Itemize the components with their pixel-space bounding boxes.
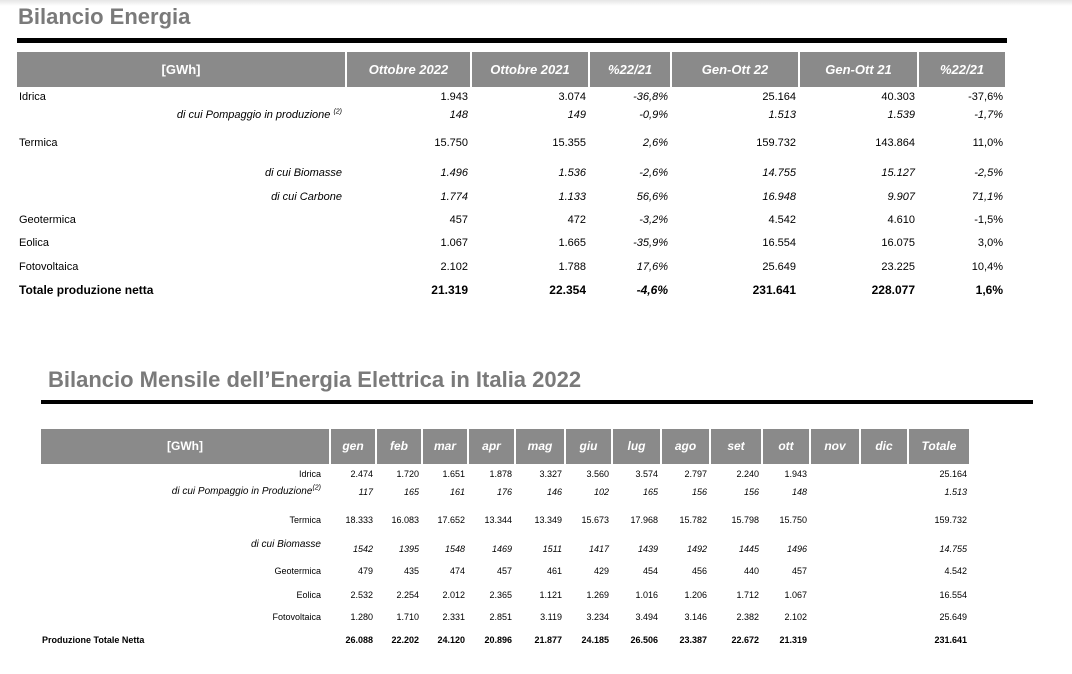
- row-4-col-7: 454: [642, 566, 658, 576]
- row-1-col-1: 148: [449, 109, 468, 121]
- row-5-col-9: 1.712: [736, 590, 759, 600]
- row-label-text: di cui Pompaggio in Produzione: [171, 486, 313, 497]
- row-5-col-2: 472: [567, 214, 586, 226]
- footnote-mark: (2): [312, 484, 321, 492]
- row-6-col-1: 1.280: [350, 612, 373, 622]
- row-0-col-2: 1.720: [396, 469, 419, 479]
- row-2-col-12: [861, 514, 909, 526]
- header-col-7: lug: [613, 429, 662, 464]
- row-2-col-3: 2,6%: [642, 137, 668, 149]
- row-6-col-10: 2.102: [784, 612, 807, 622]
- row-label-4: [17, 190, 342, 204]
- row-8-col-6: 1,6%: [975, 283, 1003, 297]
- row-7-col-3: 17,6%: [636, 261, 668, 273]
- row-0-col-6: 3.560: [586, 469, 609, 479]
- row-6-col-4: 2.851: [489, 612, 512, 622]
- row-7-col-10: 21.319: [779, 635, 807, 645]
- header-col-8: ago: [662, 429, 711, 464]
- header-col-12: dic: [861, 429, 909, 464]
- row-1-col-4: 1.513: [768, 109, 796, 121]
- row-7-col-7: 26.506: [630, 635, 658, 645]
- row-7-col-3: 24.120: [437, 635, 465, 645]
- header-col-10: ott: [763, 429, 811, 464]
- section1-rule: [17, 38, 1007, 43]
- row-5-col-12: [861, 589, 909, 601]
- row-3-col-5: 15.127: [881, 167, 915, 179]
- row-4-col-4: 16.948: [762, 191, 796, 203]
- row-label-3: [17, 166, 342, 180]
- row-5-col-5: 1.121: [539, 590, 562, 600]
- row-3-col-4: 14.755: [762, 167, 796, 179]
- row-0-col-4: 1.878: [489, 469, 512, 479]
- row-label-5: [41, 589, 321, 601]
- row-0-col-1: 1.943: [440, 91, 468, 103]
- row-2-col-6: 15.673: [581, 515, 609, 525]
- header-col-1: Ottobre 2022: [347, 52, 472, 87]
- row-1-col-7: 165: [642, 487, 658, 497]
- row-4-col-1: 479: [357, 566, 373, 576]
- row-3-col-7: 1439: [637, 544, 658, 554]
- row-0-col-7: 3.574: [635, 469, 658, 479]
- header-col-3: mar: [423, 429, 469, 464]
- row-3-col-8: 1492: [686, 544, 707, 554]
- row-label-text: Produzione Totale Netta: [42, 635, 145, 645]
- row-8-col-2: 22.354: [549, 283, 586, 297]
- row-1-col-3: -0,9%: [639, 109, 668, 121]
- row-label-7: [42, 634, 144, 646]
- row-5-col-6: -1,5%: [974, 214, 1003, 226]
- row-7-col-12: [861, 634, 909, 646]
- row-0-col-11: [811, 468, 861, 480]
- row-2-col-13: 159.732: [934, 515, 967, 525]
- row-0-col-3: 1.651: [442, 469, 465, 479]
- row-5-col-5: 4.610: [887, 214, 915, 226]
- row-label-0: [19, 90, 46, 104]
- row-2-col-11: [811, 514, 861, 526]
- row-0-col-5: 40.303: [881, 91, 915, 103]
- row-5-col-4: 4.542: [768, 214, 796, 226]
- header-col-5: Gen-Ott 21: [800, 52, 919, 87]
- row-1-col-10: 148: [791, 487, 807, 497]
- row-4-col-12: [861, 565, 909, 577]
- row-4-col-1: 1.774: [440, 191, 468, 203]
- row-2-col-1: 18.333: [345, 515, 373, 525]
- row-3-col-10: 1496: [786, 544, 807, 554]
- row-label-6: [41, 611, 321, 623]
- row-label-text: Fotovoltaica: [19, 261, 79, 273]
- row-7-col-11: [811, 634, 861, 646]
- row-3-col-13: 14.755: [939, 544, 967, 554]
- row-4-col-8: 456: [691, 566, 707, 576]
- row-6-col-9: 2.382: [736, 612, 759, 622]
- row-2-col-2: 15.355: [552, 137, 586, 149]
- row-label-text: di cui Biomasse: [264, 167, 342, 179]
- row-4-col-3: 56,6%: [636, 191, 668, 203]
- row-label-2: [19, 136, 58, 150]
- row-7-col-5: 23.225: [881, 261, 915, 273]
- row-5-col-6: 1.269: [586, 590, 609, 600]
- row-8-col-3: -4,6%: [636, 283, 668, 297]
- row-3-col-6: -2,5%: [974, 167, 1003, 179]
- row-3-col-2: 1395: [398, 544, 419, 554]
- header-col-13: Totale: [909, 429, 971, 464]
- row-1-col-9: 156: [743, 487, 759, 497]
- row-7-col-8: 23.387: [679, 635, 707, 645]
- header-col-1: gen: [331, 429, 377, 464]
- row-3-col-11: [811, 543, 861, 555]
- row-3-col-2: 1.536: [558, 167, 586, 179]
- header-col-0: [GWh]: [17, 52, 347, 87]
- row-0-col-3: -36,8%: [633, 91, 668, 103]
- row-0-col-12: [861, 468, 909, 480]
- header-col-4: Gen-Ott 22: [672, 52, 800, 87]
- row-label-7: [19, 260, 78, 274]
- row-3-col-4: 1469: [491, 544, 512, 554]
- header-col-5: mag: [516, 429, 566, 464]
- row-4-col-2: 1.133: [558, 191, 586, 203]
- row-3-col-5: 1511: [542, 544, 562, 554]
- row-1-col-11: [811, 486, 861, 498]
- row-1-col-5: 146: [546, 487, 562, 497]
- row-2-col-5: 143.864: [875, 137, 915, 149]
- header-col-11: nov: [811, 429, 861, 464]
- row-label-3: [41, 539, 321, 551]
- section2-rule: [41, 400, 1033, 404]
- row-1-col-5: 1.539: [887, 109, 915, 121]
- row-6-col-6: 3,0%: [977, 237, 1003, 249]
- section2-title: Bilancio Mensile dell’Energia Elettrica in Italia 2022: [48, 367, 582, 392]
- row-5-col-1: 2.532: [350, 590, 373, 600]
- row-1-col-13: 1.513: [944, 487, 967, 497]
- row-5-col-11: [811, 589, 861, 601]
- row-7-col-2: 22.202: [391, 635, 419, 645]
- row-label-text: Idrica: [19, 91, 46, 103]
- row-2-col-9: 15.798: [731, 515, 759, 525]
- row-2-col-5: 13.349: [534, 515, 562, 525]
- row-0-col-6: -37,6%: [968, 91, 1003, 103]
- row-2-col-7: 17.968: [630, 515, 658, 525]
- row-5-col-1: 457: [449, 214, 468, 226]
- row-label-8: [19, 283, 153, 297]
- row-label-text: Termica: [289, 515, 321, 525]
- row-2-col-8: 15.782: [679, 515, 707, 525]
- row-0-col-4: 25.164: [762, 91, 796, 103]
- header-col-3: %22/21: [590, 52, 672, 87]
- row-7-col-9: 22.672: [731, 635, 759, 645]
- row-4-col-3: 474: [449, 566, 465, 576]
- row-7-col-4: 20.896: [484, 635, 512, 645]
- row-6-col-2: 1.710: [396, 612, 419, 622]
- row-6-col-5: 16.075: [881, 237, 915, 249]
- row-label-text: di cui Pompaggio in produzione: [176, 109, 331, 121]
- row-4-col-4: 457: [496, 566, 512, 576]
- row-3-col-9: 1445: [738, 544, 759, 554]
- row-4-col-11: [811, 565, 861, 577]
- row-5-col-3: -3,2%: [639, 214, 668, 226]
- row-8-col-4: 231.641: [752, 283, 796, 297]
- header-col-6: giu: [566, 429, 613, 464]
- row-label-2: [41, 514, 321, 526]
- header-col-9: set: [711, 429, 763, 464]
- row-4-col-9: 440: [743, 566, 759, 576]
- row-1-col-1: 117: [358, 487, 373, 497]
- row-label-6: [19, 236, 49, 250]
- header-col-0: [GWh]: [41, 429, 331, 464]
- row-2-col-4: 13.344: [484, 515, 512, 525]
- row-6-col-7: 3.494: [635, 612, 658, 622]
- row-label-text: Totale produzione netta: [19, 283, 154, 297]
- row-6-col-12: [861, 611, 909, 623]
- row-5-col-3: 2.012: [442, 590, 465, 600]
- row-1-col-6: -1,7%: [974, 109, 1003, 121]
- row-1-col-2: 149: [567, 109, 586, 121]
- row-7-col-4: 25.649: [762, 261, 796, 273]
- row-5-col-10: 1.067: [784, 590, 807, 600]
- row-2-col-6: 11,0%: [972, 137, 1003, 149]
- row-label-5: [19, 213, 76, 227]
- row-1-col-8: 156: [691, 487, 707, 497]
- row-1-col-3: 161: [449, 487, 465, 497]
- row-label-text: di cui Carbone: [271, 191, 342, 203]
- row-label-text: Eolica: [19, 237, 49, 249]
- header-col-2: feb: [377, 429, 423, 464]
- row-4-col-5: 9.907: [887, 191, 915, 203]
- row-3-col-6: 1417: [588, 544, 609, 554]
- row-2-col-2: 16.083: [391, 515, 419, 525]
- row-2-col-3: 17.652: [437, 515, 465, 525]
- footnote-mark: (2): [333, 108, 342, 116]
- row-5-col-4: 2.365: [489, 590, 512, 600]
- row-5-col-8: 1.206: [684, 590, 707, 600]
- row-label-text: Geotermica: [274, 566, 321, 576]
- row-6-col-4: 16.554: [762, 237, 796, 249]
- row-0-col-5: 3.327: [539, 469, 562, 479]
- row-6-col-6: 3.234: [586, 612, 609, 622]
- row-label-4: [41, 565, 321, 577]
- row-0-col-10: 1.943: [784, 469, 807, 479]
- row-label-text: Fotovoltaica: [272, 612, 321, 622]
- row-5-col-13: 16.554: [939, 590, 967, 600]
- row-label-1: [41, 486, 321, 498]
- row-3-col-3: 1548: [444, 544, 465, 554]
- row-0-col-1: 2.474: [350, 469, 373, 479]
- row-5-col-7: 1.016: [635, 590, 658, 600]
- row-label-text: Geotermica: [19, 214, 76, 226]
- row-label-text: Eolica: [296, 590, 321, 600]
- row-7-col-1: 2.102: [440, 261, 468, 273]
- header-col-2: Ottobre 2021: [472, 52, 590, 87]
- row-6-col-2: 1.665: [558, 237, 586, 249]
- row-label-text: di cui Biomasse: [250, 539, 321, 550]
- row-3-col-12: [861, 543, 909, 555]
- row-7-col-6: 10,4%: [971, 261, 1003, 273]
- row-6-col-5: 3.119: [540, 612, 562, 622]
- energy-balance-table: [17, 52, 1007, 302]
- row-1-col-12: [861, 486, 909, 498]
- row-4-col-6: 71,1%: [971, 191, 1003, 203]
- row-5-col-2: 2.254: [396, 590, 419, 600]
- row-4-col-5: 461: [546, 566, 562, 576]
- row-7-col-2: 1.788: [558, 261, 586, 273]
- row-0-col-2: 3.074: [558, 91, 586, 103]
- row-0-col-8: 2.797: [684, 469, 707, 479]
- row-4-col-2: 435: [403, 566, 419, 576]
- row-6-col-8: 3.146: [684, 612, 707, 622]
- section1-title: Bilancio Energia: [18, 4, 191, 29]
- row-6-col-3: 2.331: [442, 612, 465, 622]
- row-4-col-6: 429: [593, 566, 609, 576]
- row-2-col-1: 15.750: [434, 137, 468, 149]
- row-8-col-1: 21.319: [431, 283, 468, 297]
- row-1-col-2: 165: [403, 487, 419, 497]
- row-7-col-5: 21.877: [534, 635, 562, 645]
- row-2-col-4: 159.732: [756, 137, 796, 149]
- row-0-col-13: 25.164: [939, 469, 967, 479]
- row-label-0: [41, 468, 321, 480]
- header-col-6: %22/21: [919, 52, 1007, 87]
- row-7-col-6: 24.185: [581, 635, 609, 645]
- row-6-col-11: [811, 611, 861, 623]
- row-3-col-1: 1.496: [440, 167, 468, 179]
- row-3-col-1: 1542: [352, 544, 373, 554]
- row-0-col-9: 2.240: [736, 469, 759, 479]
- row-3-col-3: -2,6%: [639, 167, 668, 179]
- row-7-col-1: 26.088: [345, 635, 373, 645]
- row-4-col-10: 457: [791, 566, 807, 576]
- row-6-col-3: -35,9%: [633, 237, 668, 249]
- row-label-text: Termica: [19, 137, 58, 149]
- row-1-col-6: 102: [593, 487, 609, 497]
- row-4-col-13: 4.542: [944, 566, 967, 576]
- row-7-col-13: 231.641: [934, 635, 967, 645]
- header-col-4: apr: [469, 429, 516, 464]
- row-label-text: Idrica: [298, 469, 321, 479]
- row-1-col-4: 176: [496, 487, 512, 497]
- monthly-balance-table: [41, 429, 1035, 654]
- row-6-col-13: 25.649: [939, 612, 967, 622]
- row-2-col-10: 15.750: [779, 515, 807, 525]
- row-6-col-1: 1.067: [440, 237, 468, 249]
- row-label-1: [17, 108, 342, 122]
- row-8-col-5: 228.077: [871, 283, 915, 297]
